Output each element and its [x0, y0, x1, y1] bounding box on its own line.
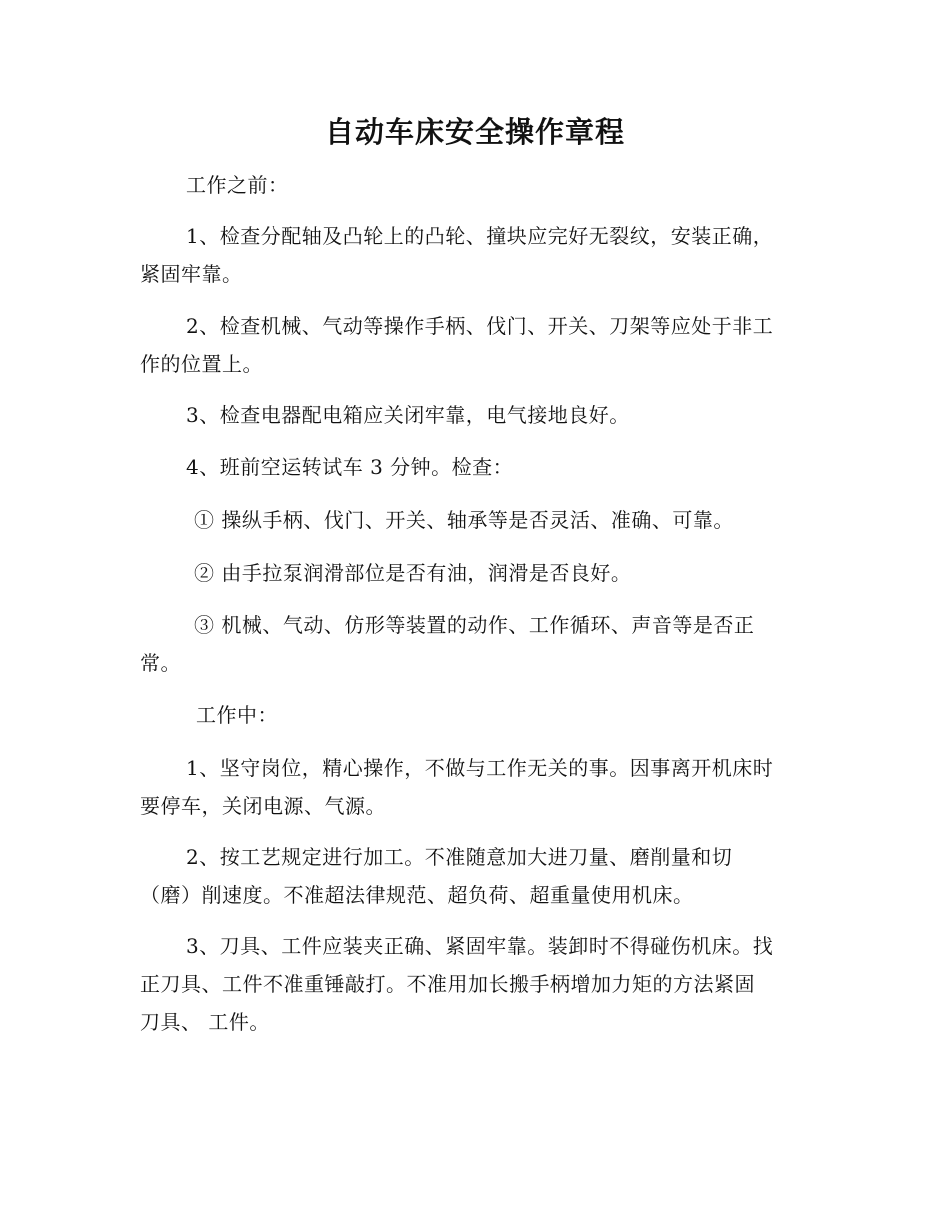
paragraph-line: 2、按工艺规定进行加工。不准随意加大进刀量、磨削量和切	[186, 845, 733, 869]
paragraph-line: 刀具、 工件。	[140, 1010, 270, 1034]
paragraph-item	[140, 307, 810, 383]
paragraph-item	[140, 217, 810, 293]
paragraph-subitem	[140, 501, 810, 539]
paragraph-line: 1、检查分配轴及凸轮上的凸轮、撞块应完好无裂纹，安装正确，	[186, 224, 774, 248]
paragraph-line: 2、检查机械、气动等操作手柄、伐门、开关、刀架等应处于非工	[186, 314, 774, 338]
paragraph-item	[140, 749, 810, 825]
paragraph-line: 正刀具、工件不准重锤敲打。不准用加长搬手柄增加力矩的方法紧固	[140, 972, 755, 996]
paragraph-item	[140, 448, 810, 486]
paragraph-line: 4、班前空运转试车 3 分钟。检查：	[186, 455, 514, 479]
heading-text: 工作之前：	[186, 173, 289, 197]
paragraph-line: 1、坚守岗位，精心操作，不做与工作无关的事。因事离开机床时	[186, 756, 774, 780]
section-heading-before-work	[140, 166, 810, 204]
paragraph-subitem	[140, 606, 810, 682]
heading-text: 工作中：	[196, 703, 278, 727]
paragraph-subitem	[140, 554, 810, 592]
paragraph-line: ② 由手拉泵润滑部位是否有油，润滑是否良好。	[194, 561, 632, 585]
paragraph-item	[140, 838, 810, 914]
paragraph-line: ③ 机械、气动、仿形等装置的动作、工作循环、声音等是否正	[194, 613, 755, 637]
paragraph-line: 3、刀具、工件应装夹正确、紧固牢靠。装卸时不得碰伤机床。找	[186, 934, 774, 958]
paragraph-line: 作的位置上。	[140, 352, 263, 376]
paragraph-line: 3、检查电器配电箱应关闭牢靠，电气接地良好。	[186, 403, 630, 427]
paragraph-line: 紧固牢靠。	[140, 262, 243, 286]
paragraph-line: 常。	[140, 651, 181, 675]
paragraph-item	[140, 927, 810, 1041]
paragraph-line: （磨）削速度。不准超法律规范、超负荷、超重量使用机床。	[140, 883, 694, 907]
paragraph-item	[140, 396, 810, 434]
paragraph-line: 要停车，关闭电源、气源。	[140, 794, 386, 818]
paragraph-line: ① 操纵手柄、伐门、开关、轴承等是否灵活、准确、可靠。	[194, 508, 734, 532]
document-title: 自动车床安全操作章程	[324, 115, 625, 149]
section-heading-during-work	[140, 696, 810, 734]
